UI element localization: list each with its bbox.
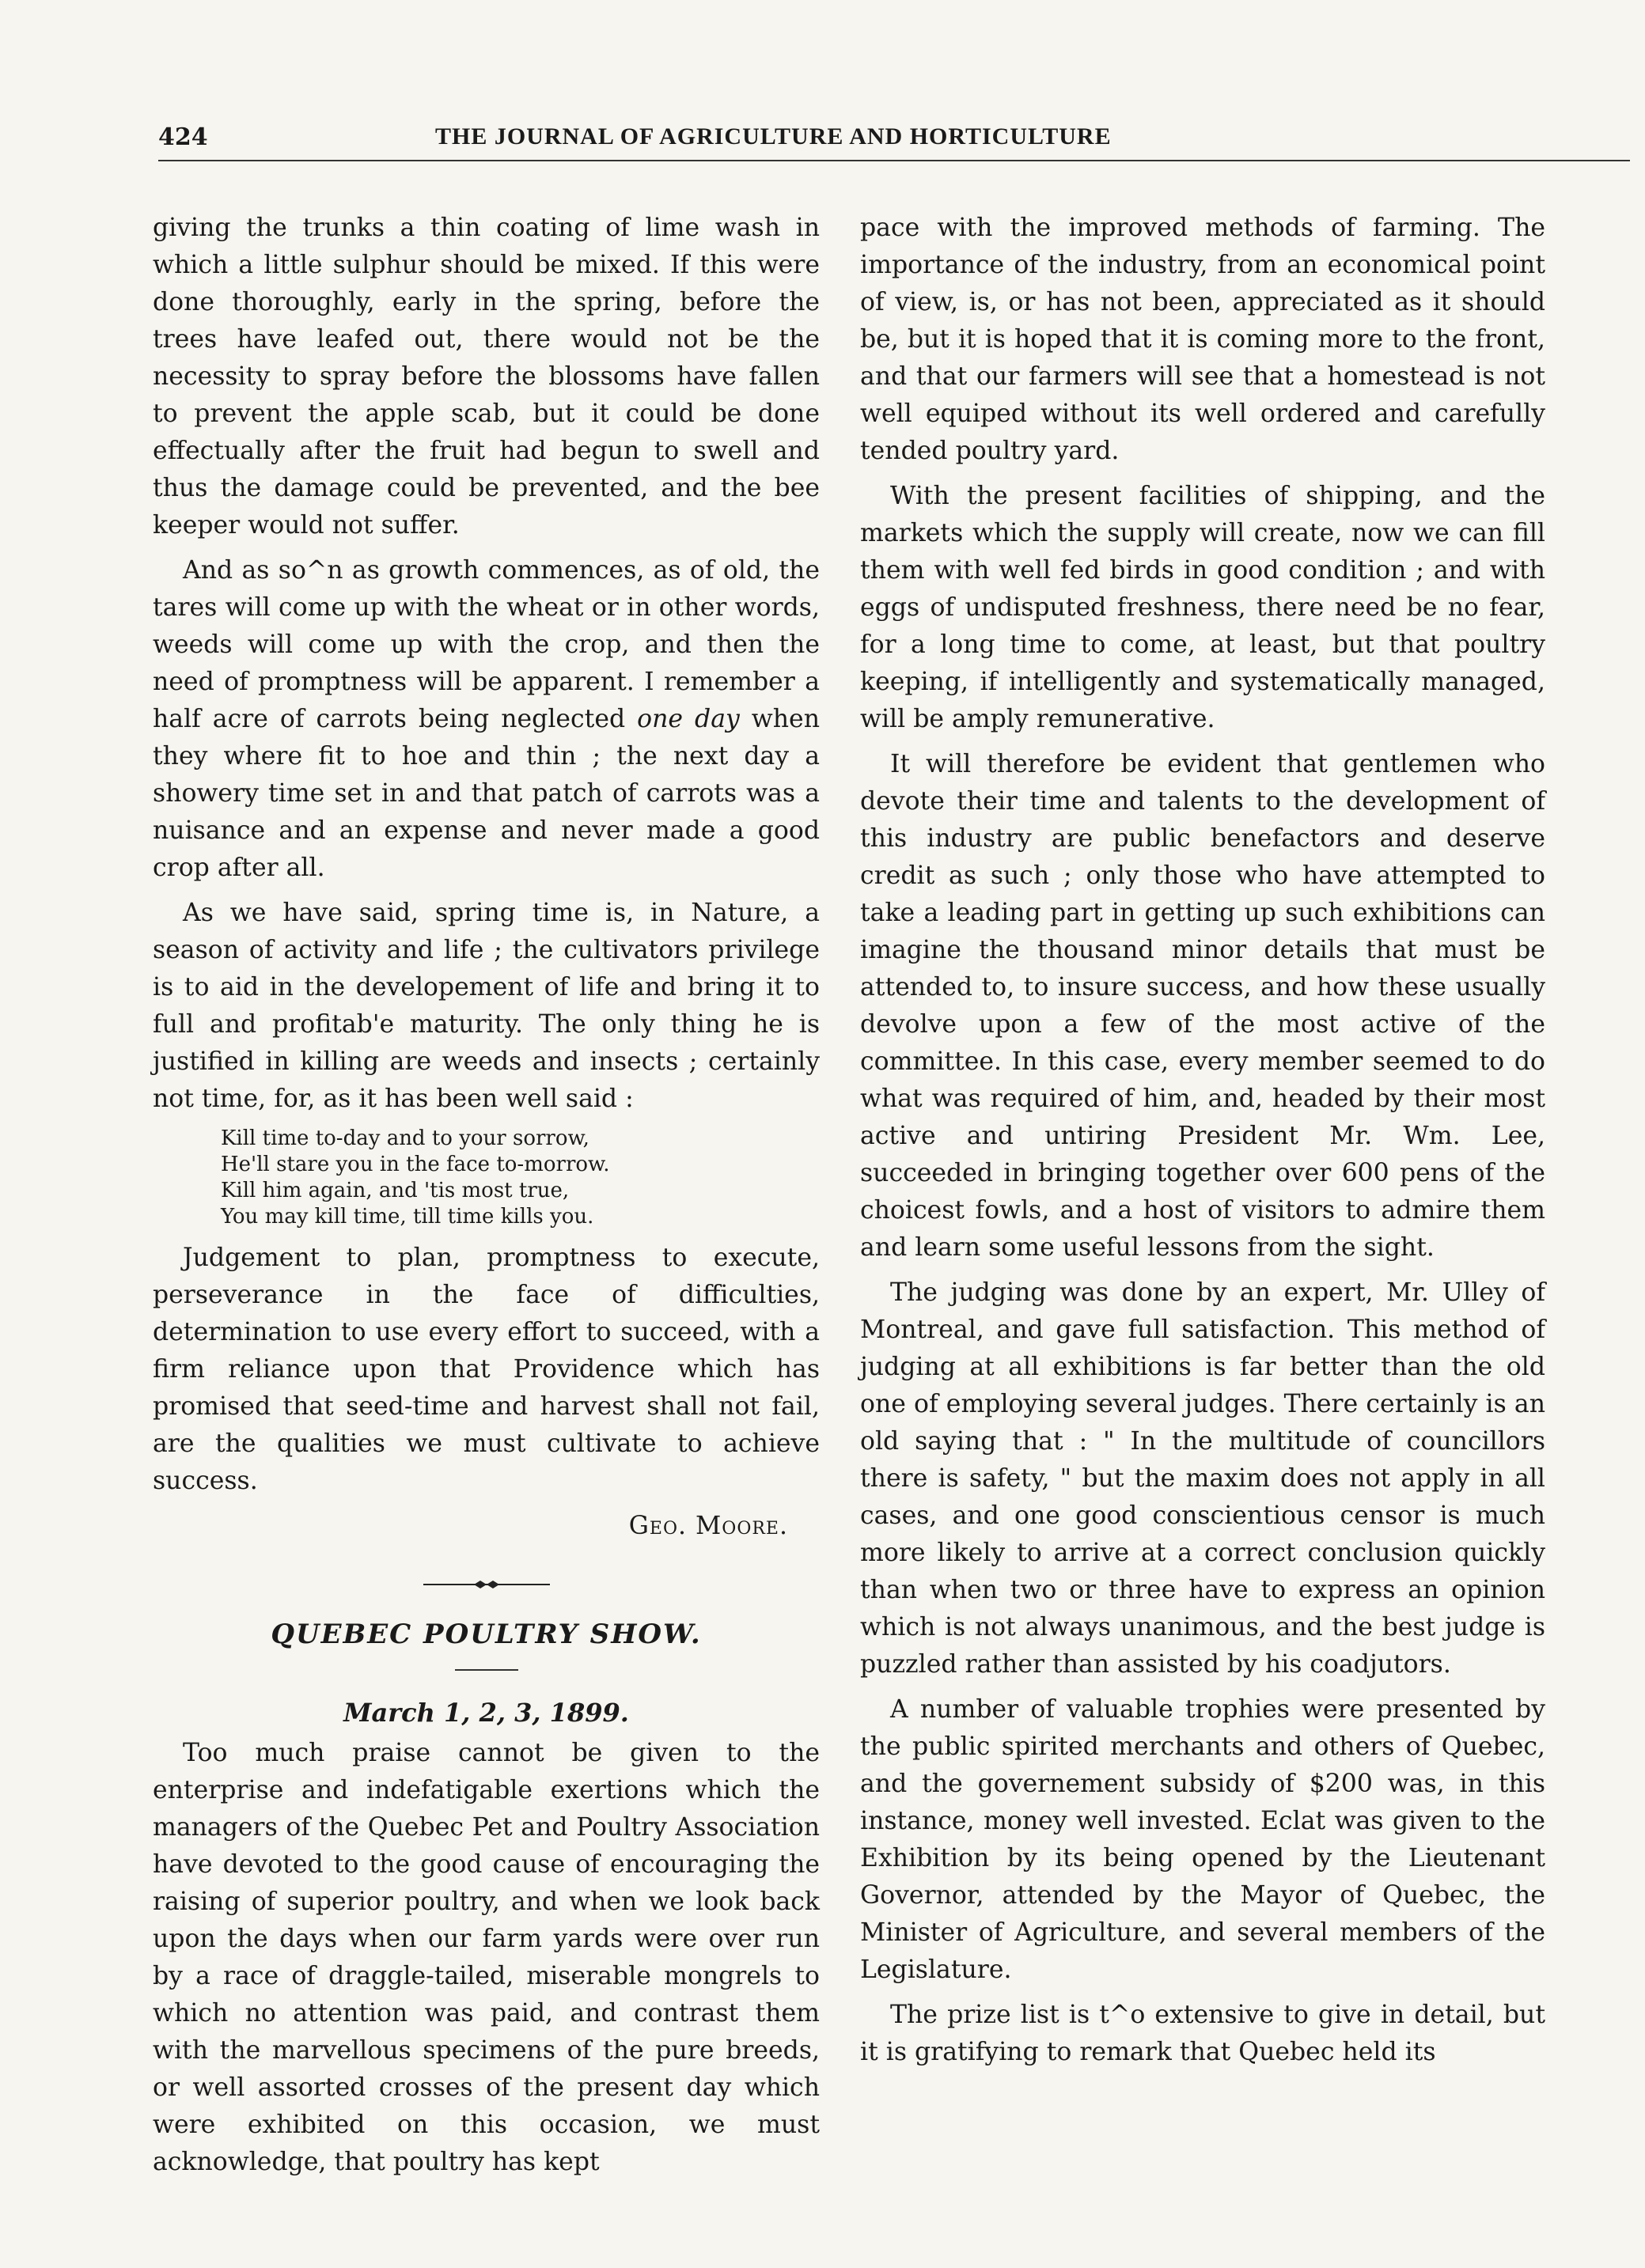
left-column — [153, 210, 820, 2189]
author-signature: Geo. Moore. — [628, 1512, 788, 1540]
poem-line: Kill him again, and 'tis most true, — [221, 1179, 570, 1202]
paragraph: A number of valuable trophies were presented by the public spirited merchants and others of Quebec, and the governement subsidy of $200 was, in this instance, money well invested. Eclat was given to the Exhibition by its being opened by the Lieutenant Governor, attended by the Mayor of Quebec, the Minister of Agriculture, and several members of the Legislature. — [860, 1695, 1545, 1984]
paragraph: The judging was done by an expert, Mr. Ulley of Montreal, and gave full satisfaction. This method of judging at all exhibitions is far better than the old one of employing several judges. There certainly is an old saying that : " In the multitude of councillors there is safety, " but the maxim does not apply in all cases, and one good conscientious censor is much more likely to arrive at a correct conclusion quickly than when two or three have to express an opinion which is not always unanimous, and the best judge is puzzled rather than assisted by his coadjutors. — [860, 1278, 1545, 1679]
right-column — [860, 210, 1545, 2079]
page-header — [158, 119, 1630, 161]
paragraph: As we have said, spring time is, in Nature, a season of activity and life ; the cultivators privilege is to aid in the developement of life and bring it to full and profitab'e maturity. The only thing he is justified in killing are weeds and insects ; certainly not time, for, as it has been well said : — [153, 899, 820, 1113]
paragraph: The prize list is t^o extensive to give in detail, but it is gratifying to remark that Quebec held its — [860, 2001, 1545, 2066]
paragraph: It will therefore be evident that gentlemen who devote their time and talents to the development of this industry are public benefactors and deserve credit as such ; only those who have attempted to take a leading part in getting up such exhibitions can imagine the thousand minor details that must be attended to, to insure success, and how these usually devolve upon a few of the most active of the committee. In this case, every member seemed to do what was required of him, and, headed by their most active and untiring President Mr. Wm. Lee, succeeded in bringing together over 600 pens of the choicest fowls, and a host of visitors to admire them and learn some useful lessons from the sight. — [860, 750, 1545, 1262]
running-head: THE JOURNAL OF AGRICULTURE AND HORTICULTURE — [435, 123, 1112, 150]
poem — [221, 1126, 820, 1230]
ornament-icon — [423, 1577, 550, 1592]
paragraph: With the present facilities of shipping, and the markets which the supply will create, now we can fill them with well fed birds in good condition ; and with eggs of undisputed freshness, there need be no fear, for a long time to come, at least, but that poultry keeping, if intelligently and systematically managed, will be amply remunerative. — [860, 482, 1545, 733]
page-number: 424 — [158, 123, 208, 151]
poem-line: You may kill time, till time kills you. — [221, 1205, 594, 1229]
paragraph-text: And as so^n as growth commences, as of old, the tares will come up with the wheat or in other words, weeds will come up with the crop, and then the need of promptness will be apparent. I remember a half acre of carrots being neglected — [153, 556, 820, 733]
paragraph: Too much praise cannot be given to the enterprise and indefatigable exertions which the managers of the Quebec Pet and Poultry Association have devoted to the good cause of encouraging the raising of superior poultry, and when we look back upon the days when our farm yards were over run by a race of draggle-tailed, miserable mongrels to which no attention was paid, and contrast them with the marvellous specimens of the pure breeds, or well assorted crosses of the present day which were exhibited on this occasion, we must acknowledge, that poultry has kept — [153, 1739, 820, 2176]
paragraph: Judgement to plan, promptness to execute, perseverance in the face of difficulties, determination to use every effort to succeed, with a firm reliance upon that Providence which has promised that seed-time and harvest shall not fail, are the qualities we must cultivate to achieve success. — [153, 1244, 820, 1495]
section-title: QUEBEC POULTRY SHOW. — [271, 1619, 702, 1650]
paragraph: giving the trunks a thin coating of lime wash in which a little sulphur should be mixed. If this were done thoroughly, early in the spring, before the trees have leafed out, there would not be the necessity to spray before the blossoms have fallen to prevent the apple scab, but it could be done effectually after the fruit had begun to swell and thus the damage could be prevented, and the bee keeper would not suffer. — [153, 214, 820, 540]
paragraph-text: when they where fit to hoe and thin ; the next day a showery time set in and that patch of carrots was a nuisance and an expense and never made a good crop after all. — [153, 705, 820, 882]
emphasis-text: one day — [637, 705, 740, 733]
poem-line: Kill time to-day and to your sorrow, — [221, 1126, 589, 1150]
paragraph — [153, 552, 820, 887]
section-date: March 1, 2, 3, 1899. — [343, 1698, 629, 1728]
poem-line: He'll stare you in the face to-morrow. — [221, 1153, 610, 1176]
ornamental-rule — [423, 1577, 550, 1592]
divider — [455, 1669, 518, 1671]
paragraph: pace with the improved methods of farming. The importance of the industry, from an economical point of view, is, or has not been, appreciated as it should be, but it is hoped that it is coming more to the front, and that our farmers will see that a homestead is not well equiped without its well ordered and carefully tended poultry yard. — [860, 214, 1545, 465]
